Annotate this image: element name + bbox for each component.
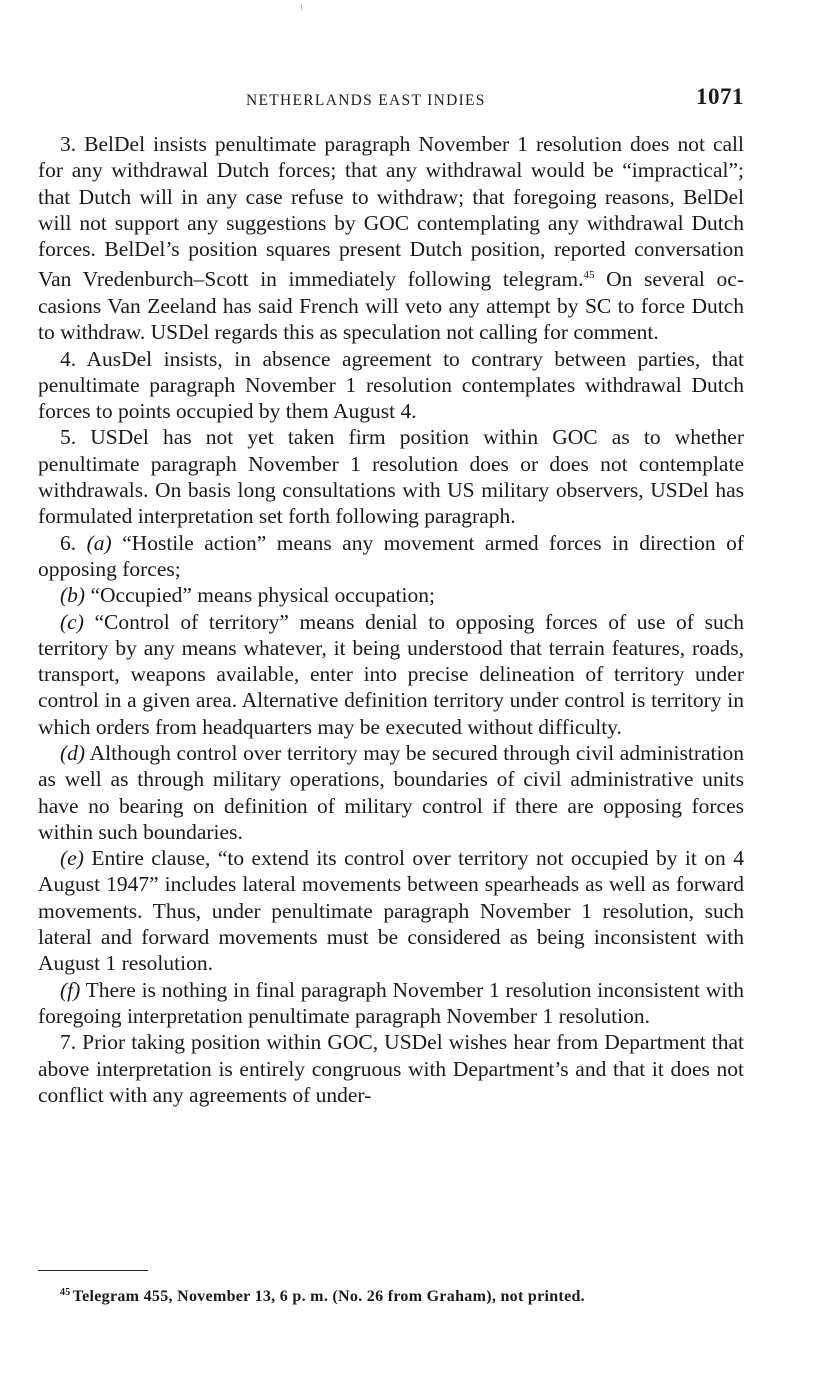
clause-b-label: (b) [60,583,86,608]
footnote [60,1282,750,1308]
page-header [38,84,744,118]
paragraph-6f [38,977,744,1030]
paragraph-6b [38,582,744,608]
paragraph-3-continuation: On several occasions Van Zeeland has said French will veto any attempt by SC to force Dutch to withdraw. USDel regards this as speculation not calling for comment. [38,267,745,345]
page-number: 1071 [696,84,744,109]
clause-b-text: “Occupied” means physical occupation; [85,583,435,608]
clause-e-label: (e) [60,846,84,871]
paragraph-4: 4. AusDel insists, in absence agreement to contrary between parties, that penultimate paragraph November 1 resolution contemplates withdrawal Dutch forces to points occupied by them August 4. [38,346,744,424]
clause-f-label: (f) [60,977,81,1002]
clause-c-text: “Control of territory” means denial to opposing forces of use of such territory by any means whatever, it being understood that terrain features, roads, transport, weapons available, enter into precise delineation of territory under control in a given area. Alternative definition territory under control is territory in which orders from headquarters may be executed without difficulty. [38,609,744,739]
footnote-text: Telegram 455, November 13, 6 p. m. (No. 26 from Graham), not printed. [72,1288,585,1305]
paragraph-6a [38,530,744,583]
clause-a-text: “Hostile action” means any movement armed forces in direction of opposing forces; [38,530,744,581]
footnote-marker: 45 [60,1287,71,1298]
clause-f-text: There is nothing in final paragraph November 1 resolution inconsistent with foregoing interpretation penultimate paragraph November 1 resolution. [38,977,744,1028]
running-title: NETHERLANDS EAST INDIES [246,92,486,109]
paragraph-5: 5. USDel has not yet taken firm position within GOC as to whether penultimate paragraph November 1 resolution does or does not contemplate withdrawals. On basis long consultations with US military observers, USDel has formulated interpretation set forth following paragraph. [38,425,744,529]
paragraph-6e [38,845,744,976]
document-body [38,131,744,1108]
paragraph-6d [38,740,744,845]
paragraph-6-number: 6. [60,530,87,555]
clause-d-text: Although control over territory may be secured through civil administration as well as through military operations, boundaries of civil administrative units have no bearing on definition of military control if there are opposing forces within such boundaries. [38,740,744,844]
footnote-divider [38,1270,148,1271]
paragraph-7: 7. Prior taking position within GOC, USDel wishes hear from Department that above interpretation is entirely congruous with Department’s and that it does not conflict with any agreements of under- [38,1030,744,1107]
clause-d-label: (d) [60,740,86,765]
paragraph-3 [38,131,744,346]
footnote-reference: 45 [583,269,595,282]
clause-e-text: Entire clause, “to extend its control over territory not occupied by it on 4 August 1947” includes lateral movements between spearheads as well as forward movements. Thus, under penultimate paragraph November 1 resolution, such lateral and forward movements must be considered as being inconsistent with August 1 resolution. [38,846,744,976]
paragraph-6c [38,609,744,740]
scan-speck [301,4,302,10]
clause-a-label: (a) [86,530,112,555]
clause-c-label: (c) [60,609,84,634]
paragraph-3-text: 3. BelDel insists penultimate paragraph November 1 resolution does not call for any withdrawal Dutch forces; that any withdrawal would be “impractical”; that Dutch will in any case refuse to withdraw; that foregoing reasons, BelDel will not support any suggestions by GOC contemplating any withdrawal Dutch forces. BelDel’s position squares present Dutch position, reported conversation Van Vredenburch–Scott in immediately following telegram. [38,132,744,292]
